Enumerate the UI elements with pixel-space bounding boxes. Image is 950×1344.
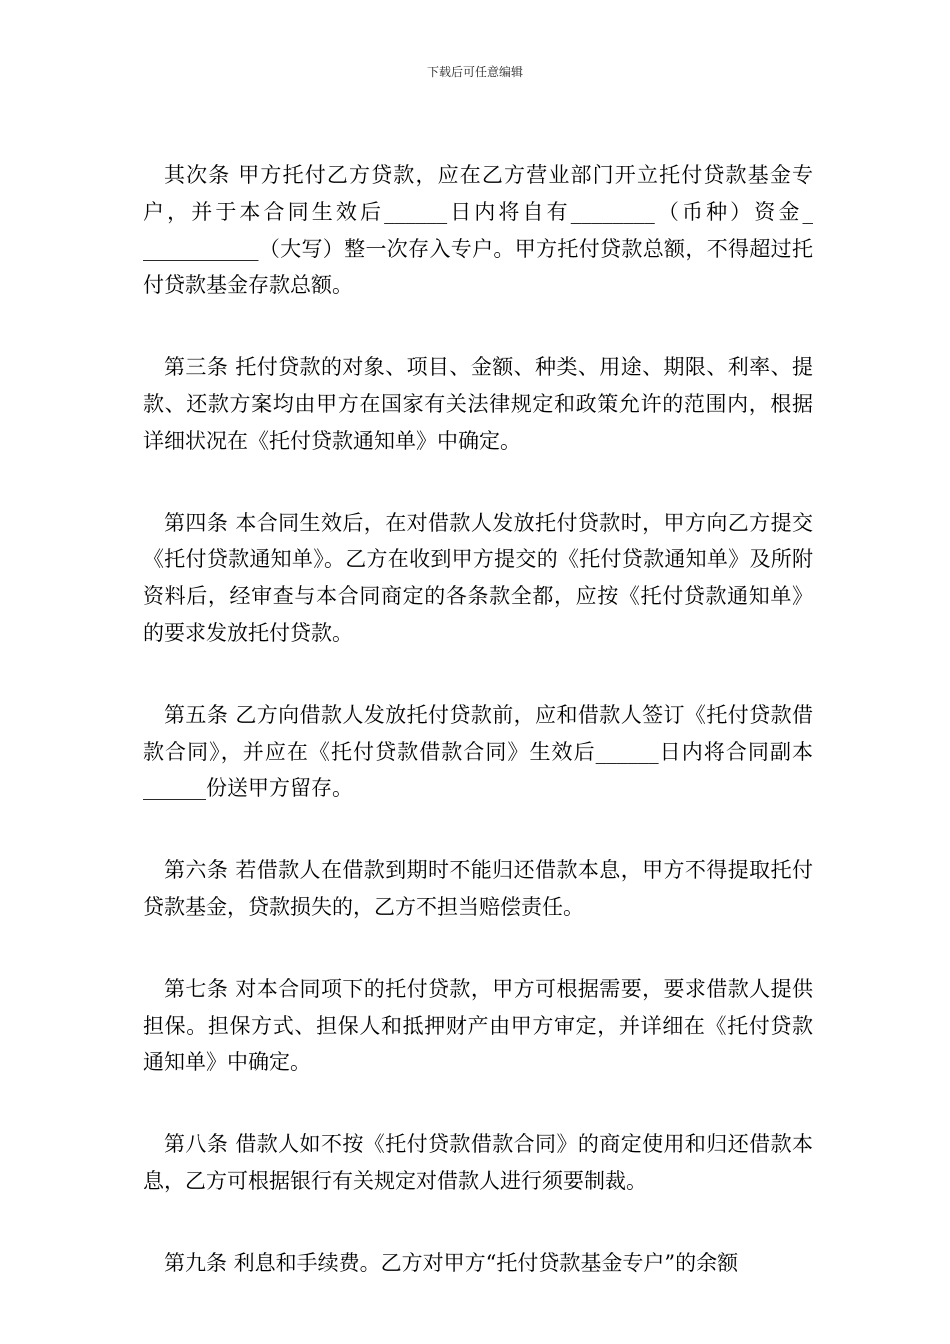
clause-4 bbox=[143, 505, 813, 652]
clause-9-text: 第九条 利息和手续费。乙方对甲方“托付贷款基金专户”的余额 bbox=[164, 1250, 739, 1275]
clause-6 bbox=[143, 852, 813, 926]
clause-3 bbox=[143, 349, 813, 459]
header-text: 下载后可任意编辑 bbox=[426, 65, 523, 79]
document-body bbox=[143, 157, 820, 1327]
clause-2 bbox=[143, 157, 820, 304]
page-header bbox=[0, 64, 950, 80]
clause-7 bbox=[143, 971, 813, 1081]
clause-5 bbox=[143, 697, 813, 807]
clause-7-text: 第七条 对本合同项下的托付贷款，甲方可根据需要，要求借款人提供担保。担保方式、担保人和抵押财产由甲方审定，并详细在《托付贷款通知单》中确定。 bbox=[143, 976, 813, 1075]
clause-9 bbox=[143, 1245, 813, 1282]
clause-4-text: 第四条 本合同生效后，在对借款人发放托付贷款时，甲方向乙方提交《托付贷款通知单》。乙方在收到甲方提交的《托付贷款通知单》及所附资料后，经审查与本合同商定的各条款全都，应按《托付贷款通知单》的要求发放托付贷款。 bbox=[143, 510, 813, 645]
clause-6-text: 第六条 若借款人在借款到期时不能归还借款本息，甲方不得提取托付贷款基金，贷款损失的，乙方不担当赔偿责任。 bbox=[143, 858, 813, 919]
clause-8 bbox=[143, 1126, 813, 1200]
clause-8-text: 第八条 借款人如不按《托付贷款借款合同》的商定使用和归还借款本息，乙方可根据银行有关规定对借款人进行须要制裁。 bbox=[143, 1132, 813, 1193]
clause-5-text: 第五条 乙方向借款人发放托付贷款前，应和借款人签订《托付贷款借款合同》，并应在《托付贷款借款合同》生效后______日内将合同副本______份送甲方留存。 bbox=[143, 702, 813, 801]
clause-3-text: 第三条 托付贷款的对象、项目、金额、种类、用途、期限、利率、提款、还款方案均由甲方在国家有关法律规定和政策允许的范围内，根据详细状况在《托付贷款通知单》中确定。 bbox=[143, 355, 813, 453]
clause-2-text: 其次条 甲方托付乙方贷款，应在乙方营业部门开立托付贷款基金专户，并于本合同生效后______日内将自有________（币种）资金_ ___________（大写）整一次存入专户。甲方托付贷款总额，不得超过托付贷款基金存款总额。 bbox=[143, 163, 820, 298]
